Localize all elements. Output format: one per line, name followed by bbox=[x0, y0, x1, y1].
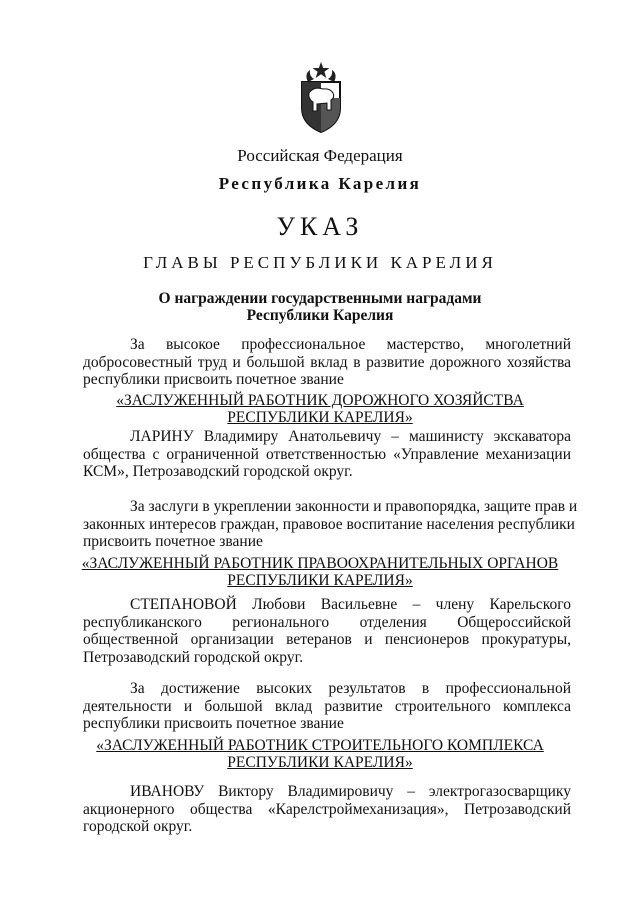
text-line: Петрозаводский городской округ. bbox=[83, 648, 304, 666]
coat-of-arms-icon bbox=[298, 60, 344, 134]
award-title-line: «ЗАСЛУЖЕННЫЙ РАБОТНИК ПРАВООХРАНИТЕЛЬНЫХ ОРГАНОВ bbox=[81, 555, 559, 572]
section-3-recipient bbox=[83, 783, 571, 836]
text-line: республиканского регионального отделения Общероссийской bbox=[83, 613, 571, 631]
text-line: КСМ», Петрозаводский городской округ. bbox=[83, 463, 353, 480]
award-title-line: РЕСПУБЛИКИ КАРЕЛИЯ» bbox=[227, 754, 413, 771]
text-line: деятельности и большой вклад развитие строительного комплекса bbox=[83, 697, 571, 715]
text-line: ИВАНОВУ Виктору Владимировичу – электрогазосварщику bbox=[130, 783, 571, 800]
text-line: За заслуги в укреплении законности и правопорядка, защите прав и bbox=[130, 498, 578, 515]
text-line: общества с ограниченной ответственностью «Управление механизации bbox=[83, 445, 571, 463]
text-line: республики присвоить почетное звание bbox=[83, 715, 344, 732]
text-line: городской округ. bbox=[83, 818, 193, 835]
text-line: законных интересов граждан, правовое воспитание населения республики bbox=[83, 515, 575, 533]
text-line: присвоить почетное звание bbox=[83, 533, 263, 550]
award-title-line: «ЗАСЛУЖЕННЫЙ РАБОТНИК СТРОИТЕЛЬНОГО КОМПЛЕКСА bbox=[96, 737, 544, 754]
section-1-recipient bbox=[83, 428, 571, 481]
text-line: добросовестный труд и большой вклад в развитие дорожного хозяйства bbox=[83, 353, 571, 371]
text-line: акционерного общества «Карелстроймеханизация», Петрозаводский bbox=[83, 800, 571, 818]
award-title-line: «ЗАСЛУЖЕННЫЙ РАБОТНИК ДОРОЖНОГО ХОЗЯЙСТВА bbox=[116, 392, 524, 409]
text-line: За высокое профессиональное мастерство, многолетний bbox=[130, 336, 571, 353]
decree-title-line-1: О награждении государственными наградами bbox=[158, 290, 482, 307]
text-line: СТЕПАНОВОЙ Любови Васильевне – члену Карельского bbox=[130, 596, 571, 613]
text-line: общественной организации ветеранов и пенсионеров прокуратуры, bbox=[83, 631, 571, 648]
country-name: Российская Федерация bbox=[237, 146, 403, 165]
text-line: республики присвоить почетное звание bbox=[83, 371, 344, 388]
award-title-line: РЕСПУБЛИКИ КАРЕЛИЯ» bbox=[227, 409, 413, 426]
text-line: ЛАРИНУ Владимиру Анатольевичу – машинисту экскаватора bbox=[130, 428, 571, 445]
section-3-intro bbox=[83, 680, 571, 733]
text-line: За достижение высоких результатов в профессиональной bbox=[130, 680, 571, 697]
document-type: УКАЗ bbox=[276, 212, 364, 241]
award-title-line: РЕСПУБЛИКИ КАРЕЛИЯ» bbox=[227, 572, 413, 589]
section-1-intro bbox=[83, 336, 571, 389]
section-2-recipient bbox=[83, 596, 571, 666]
decree-title-line-2: Республики Карелия bbox=[246, 307, 394, 324]
section-2-intro bbox=[83, 498, 578, 551]
issuer: ГЛАВЫ РЕСПУБЛИКИ КАРЕЛИЯ bbox=[143, 253, 497, 272]
republic-name: Республика Карелия bbox=[218, 174, 422, 193]
